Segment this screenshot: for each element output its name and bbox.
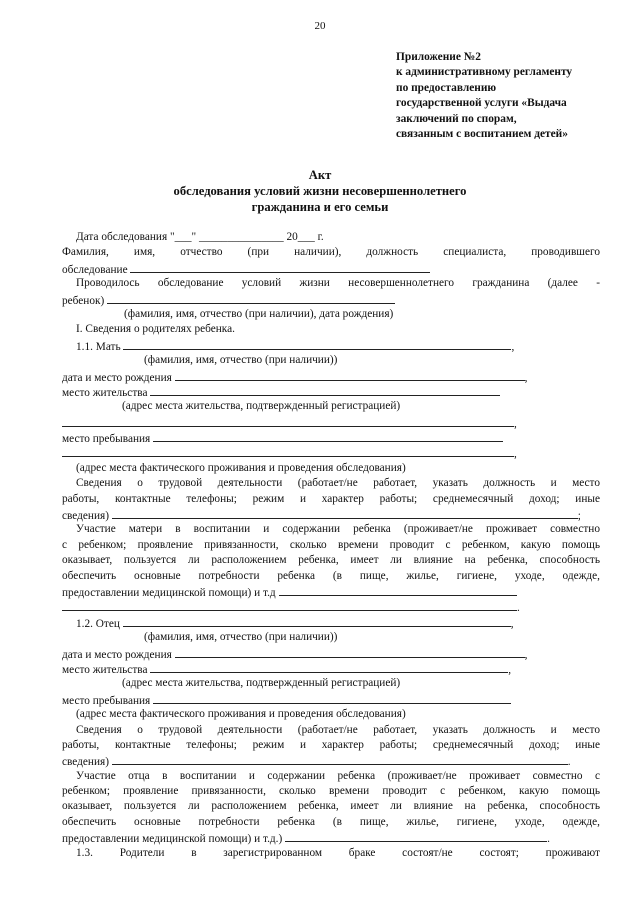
mother-participation-extra[interactable] (62, 599, 600, 614)
child-input-line[interactable] (107, 292, 395, 304)
appendix-line: связанным с воспитанием детей» (396, 128, 568, 141)
mother-birth-field[interactable] (62, 369, 600, 384)
mother-field[interactable] (62, 338, 600, 353)
father-work-input-line[interactable] (112, 753, 568, 765)
mother-work-text-2: работы, контактные телефоны; режим и характер работы; среднемесячный доход; иные (62, 492, 600, 505)
father-birth-label: дата и место рождения (62, 648, 172, 661)
father-participation-field[interactable] (62, 830, 600, 845)
mother-label: 1.1. Мать (76, 340, 121, 353)
punct: ; (577, 510, 581, 523)
mother-participation-text-3: оказывает, пользуется ли расположением ребенка, имеет ли влияние на ребенка, способность (62, 554, 600, 567)
father-participation-input-line[interactable] (285, 830, 547, 842)
mother-stay-label: место пребывания (62, 433, 151, 446)
child-field[interactable] (62, 292, 600, 307)
punct: . (547, 833, 550, 846)
father-label: 1.2. Отец (76, 617, 120, 630)
father-stay-field[interactable] (62, 692, 600, 707)
punct: , (524, 648, 528, 661)
mother-stay-input-line[interactable] (153, 430, 503, 442)
section-1-heading: I. Сведения о родителях ребенка. (76, 323, 235, 336)
specialist-input-line[interactable] (130, 261, 430, 273)
document-title-line3: гражданина и его семьи (251, 200, 389, 214)
mother-work-input-line[interactable] (112, 507, 578, 519)
punct: , (508, 663, 512, 676)
form-body (62, 230, 600, 861)
mother-participation-input-line-2[interactable] (62, 599, 517, 611)
mother-participation-input-line[interactable] (279, 584, 517, 596)
mother-stay-extra[interactable] (62, 445, 600, 460)
father-field[interactable] (62, 615, 600, 630)
child-label: Проводилось обследование условий жизни несовершеннолетнего гражданина (далее - (76, 277, 600, 290)
mother-residence-extra[interactable] (62, 415, 600, 430)
father-participation-text-4: обеспечить основные потребности ребенка (в пище, жилье, гигиене, уходе, одежде, (62, 815, 600, 828)
punct: , (510, 617, 514, 630)
father-work-text-2: работы, контактные телефоны; режим и характер работы; среднемесячный доход; иные (62, 738, 600, 751)
father-residence-hint: (адрес места жительства, подтвержденный регистрацией) (122, 677, 401, 690)
document-title: Акт (308, 168, 332, 182)
punct: , (511, 340, 515, 353)
child-label-cont: ребенок) (62, 294, 105, 307)
appendix-line: Приложение №2 (396, 51, 481, 63)
father-participation-label: предоставлении медицинской помощи) и т.д.) (62, 833, 283, 846)
appendix-line: по предоставлению (396, 81, 497, 94)
specialist-field[interactable] (62, 261, 600, 276)
mother-participation-text-4: обеспечить основные потребности ребенка (в пище, жилье, гигиене, уходе, одежде, (62, 569, 600, 582)
father-participation-text: Участие отца в воспитании и содержании ребенка (проживает/не проживает совместно с (76, 769, 600, 782)
mother-fio-hint: (фамилия, имя, отчество (при наличии)) (144, 354, 338, 367)
mother-participation-label: предоставлении медицинской помощи) и т.д (62, 586, 276, 599)
appendix-line: государственной услуги «Выдача (396, 97, 567, 110)
punct: , (514, 417, 517, 430)
father-work-text: Сведения о трудовой деятельности (работает/не работает, указать должность и место (76, 723, 600, 736)
father-residence-field[interactable] (62, 661, 600, 676)
child-hint: (фамилия, имя, отчество (при наличии), дата рождения) (124, 307, 394, 320)
appendix-line: заключений по спорам, (396, 112, 517, 125)
appendix-header (396, 50, 616, 142)
mother-work-text: Сведения о трудовой деятельности (работает/не работает, указать должность и место (76, 477, 600, 490)
date-field[interactable]: Дата обследования "___" _______________ 20___ г. (76, 231, 324, 243)
father-stay-label: место пребывания (62, 694, 151, 707)
mother-participation-text: Участие матери в воспитании и содержании ребенка (проживает/не проживает совместно (76, 523, 600, 536)
mother-input-line[interactable] (123, 338, 511, 350)
punct: . (567, 756, 571, 769)
father-input-line[interactable] (123, 615, 511, 627)
mother-work-field[interactable] (62, 507, 600, 522)
father-birth-field[interactable] (62, 646, 600, 661)
father-stay-hint: (адрес места фактического проживания и проведения обследования) (76, 708, 406, 721)
punct: , (514, 448, 517, 461)
father-participation-text-2: ребенком; проявление привязанности, сколько времени проводит с ребенком, какую помощь (62, 785, 600, 798)
mother-participation-field[interactable] (62, 584, 600, 599)
specialist-label: Фамилия, имя, отчество (при наличии), должность специалиста, проводившего (62, 246, 600, 259)
punct: , (524, 371, 528, 384)
mother-birth-label: дата и место рождения (62, 371, 172, 384)
mother-work-label: сведения) (62, 510, 109, 523)
father-work-label: сведения) (62, 756, 109, 769)
marriage-text: 1.3. Родители в зарегистрированном браке состоят/не состоят; проживают (76, 846, 600, 859)
father-residence-label: место жительства (62, 663, 148, 676)
appendix-line: к административному регламенту (396, 66, 573, 79)
mother-residence-input-line-2[interactable] (62, 415, 514, 427)
document-title-line2: обследования условий жизни несовершеннолетнего (173, 184, 467, 198)
mother-stay-hint: (адрес места фактического проживания и проведения обследования) (76, 461, 406, 474)
mother-residence-label: место жительства (62, 386, 148, 399)
mother-residence-hint: (адрес места жительства, подтвержденный регистрацией) (122, 400, 401, 413)
mother-residence-field[interactable] (62, 384, 600, 399)
father-stay-input-line[interactable] (153, 692, 511, 704)
mother-stay-input-line-2[interactable] (62, 445, 514, 457)
father-birth-input-line[interactable] (175, 646, 525, 658)
punct: . (517, 602, 520, 615)
father-work-field[interactable] (62, 753, 600, 768)
mother-participation-text-2: с ребенком; проявление привязанности, сколько времени проводит с ребенком, какую помощь (62, 538, 600, 551)
page-number: 20 (314, 20, 326, 32)
father-participation-text-3: оказывает, пользуется ли расположением ребенка, имеет ли влияние на ребенка, способность (62, 800, 600, 813)
mother-birth-input-line[interactable] (175, 369, 525, 381)
father-fio-hint: (фамилия, имя, отчество (при наличии)) (144, 631, 338, 644)
father-residence-input-line[interactable] (150, 661, 508, 673)
specialist-label-cont: обследование (62, 263, 128, 276)
mother-stay-field[interactable] (62, 430, 600, 445)
mother-residence-input-line[interactable] (150, 384, 500, 396)
